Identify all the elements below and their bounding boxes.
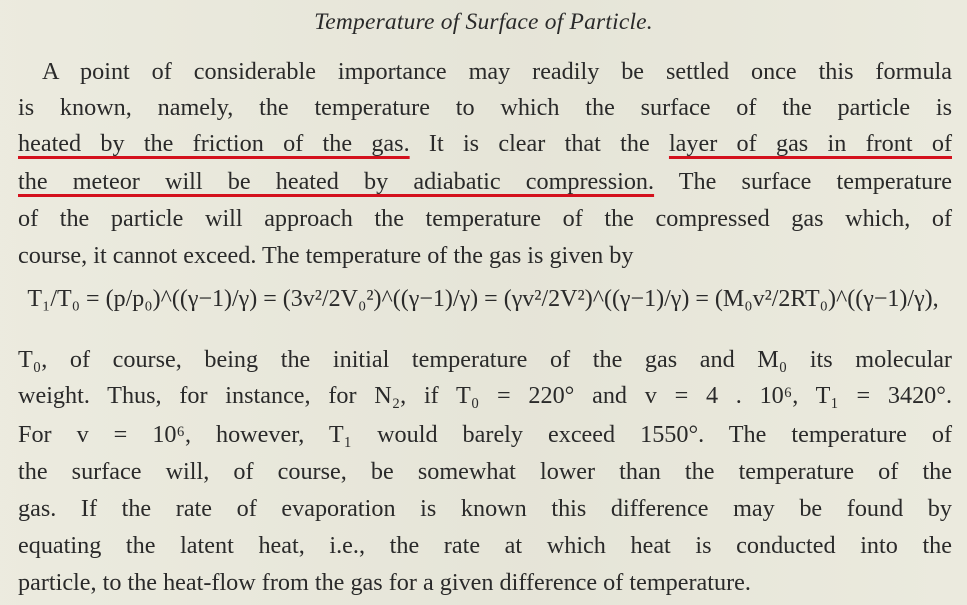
after-line-7: particle, to the heat-flow from the gas for a given difference of temperature.	[18, 569, 751, 596]
paragraph-line-5: of the particle will approach the temperature of the compressed gas which, of	[18, 205, 952, 232]
paragraph-line-2: is known, namely, the temperature to which the surface of the particle is	[18, 94, 952, 121]
underlined-phrase-layer: layer of gas in front of	[668, 130, 952, 157]
line-4-tail: The surface temperature	[654, 168, 952, 195]
temperature-equation: T₁/T₀ = (p/p₀)^((γ−1)/γ) = (3v²/2V₀²)^((γ−1)/γ) = (γv²/2V²)^((γ−1)/γ) = (M₀v²/2RT₀)^((γ−1)/γ),	[27, 286, 939, 312]
after-line-4: the surface will, of course, be somewhat lower than the temperature of the	[18, 458, 952, 485]
after-line-3: For v = 10⁶, however, T₁ would barely exceed 1550°. The temperature of	[18, 421, 952, 448]
paragraph-line-3	[18, 127, 952, 161]
after-line-2: weight. Thus, for instance, for N₂, if T₀ = 220° and v = 4 . 10⁶, T₁ = 3420°.	[18, 382, 952, 409]
line-3-middle: It is clear that the	[409, 130, 669, 157]
paragraph-line-6: course, it cannot exceed. The temperature of the gas is given by	[18, 242, 634, 269]
underlined-phrase-compression: the meteor will be heated by adiabatic compression.	[18, 168, 655, 195]
after-line-5: gas. If the rate of evaporation is known this difference may be found by	[18, 495, 952, 522]
paragraph-line-1: A point of considerable importance may readily be settled once this formula	[42, 58, 952, 85]
after-line-1: T₀, of course, being the initial temperature of the gas and M₀ its molecular	[18, 346, 952, 373]
underlined-phrase-friction: heated by the friction of the gas.	[18, 130, 410, 157]
paragraph-line-4	[18, 165, 952, 199]
after-line-6: equating the latent heat, i.e., the rate at which heat is conducted into the	[18, 532, 952, 559]
section-heading: Temperature of Surface of Particle.	[314, 9, 653, 35]
